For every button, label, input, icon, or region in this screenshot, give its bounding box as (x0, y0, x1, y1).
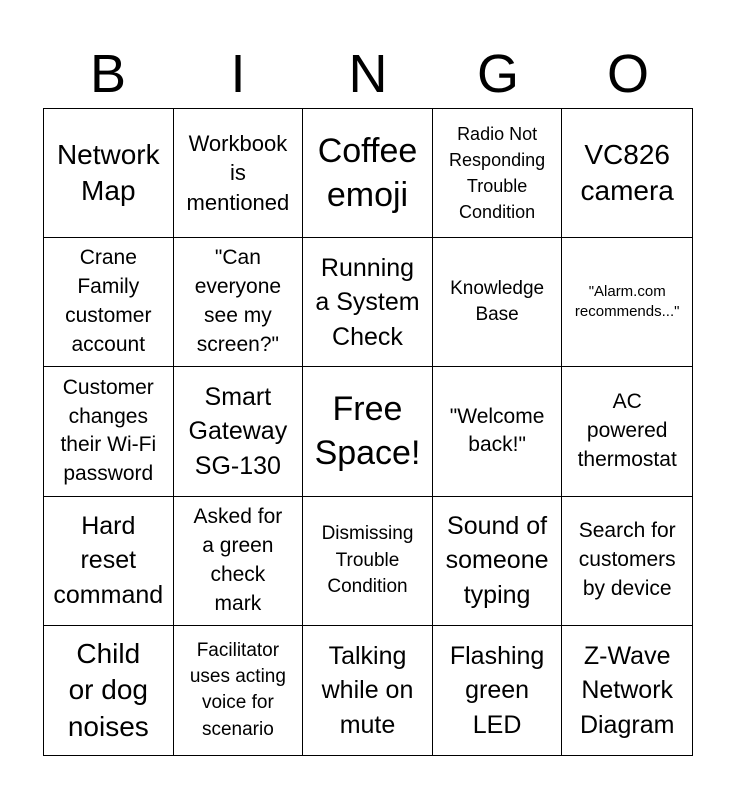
bingo-cell[interactable] (44, 109, 174, 238)
cell-text: Network Map (56, 138, 160, 207)
cell-text: Radio Not Responding Trouble Condition (449, 123, 546, 223)
cell-text: Search for customers by device (578, 519, 676, 601)
cell-text: Workbook is mentioned (186, 131, 290, 215)
bingo-cell[interactable] (562, 497, 692, 626)
cell-text: AC powered thermostat (577, 390, 677, 471)
cell-text: Free Space! (314, 390, 421, 473)
header-letter-i: I (230, 44, 246, 104)
cell-text: "Can everyone see my screen?" (194, 246, 282, 357)
header-letter-b: B (89, 44, 127, 104)
bingo-board (43, 108, 693, 756)
cell-text: Knowledge Base (450, 278, 545, 326)
bingo-cell[interactable] (44, 497, 174, 626)
bingo-cell[interactable] (174, 109, 304, 238)
cell-text: VC826 camera (580, 138, 674, 207)
header-letter-o: O (606, 44, 649, 104)
cell-text: "Welcome back!" (449, 404, 545, 457)
cell-text: Crane Family customer account (65, 246, 152, 357)
cell-text: Hard reset command (53, 511, 164, 609)
cell-text: Asked for a green check mark (193, 504, 283, 615)
cell-text: Flashing green LED (449, 641, 545, 739)
bingo-cell[interactable] (174, 626, 304, 755)
cell-text: Z-Wave Network Diagram (579, 641, 675, 739)
cell-text: Smart Gateway SG-130 (188, 382, 288, 480)
bingo-cell[interactable] (433, 626, 563, 755)
free-space-cell[interactable] (303, 367, 433, 496)
bingo-cell[interactable] (562, 109, 692, 238)
bingo-cell[interactable] (44, 367, 174, 496)
cell-text: Child or dog noises (67, 637, 149, 742)
cell-text: Running a System Check (315, 253, 420, 351)
bingo-cell[interactable] (303, 497, 433, 626)
cell-text: Customer changes their Wi-Fi password (60, 375, 157, 486)
cell-text: Facilitator uses acting voice for scenario (189, 639, 286, 740)
bingo-cell[interactable] (174, 238, 304, 367)
bingo-cell[interactable] (44, 238, 174, 367)
cell-text: "Alarm.com recommends..." (574, 283, 680, 321)
cell-text: Coffee emoji (317, 131, 418, 215)
bingo-cell[interactable] (303, 238, 433, 367)
header-letter-g: G (476, 44, 519, 104)
bingo-cell[interactable] (174, 367, 304, 496)
bingo-cell[interactable] (433, 109, 563, 238)
cell-text: Sound of someone typing (445, 511, 549, 609)
header-letter-n: N (348, 44, 388, 104)
bingo-header (43, 40, 693, 108)
bingo-cell[interactable] (174, 497, 304, 626)
bingo-cell[interactable] (433, 238, 563, 367)
bingo-cell[interactable] (433, 367, 563, 496)
bingo-cell[interactable] (433, 497, 563, 626)
bingo-cell[interactable] (303, 109, 433, 238)
cell-text: Dismissing Trouble Condition (321, 523, 414, 597)
bingo-cell[interactable] (562, 626, 692, 755)
cell-text: Talking while on mute (321, 641, 414, 739)
bingo-cell[interactable] (562, 367, 692, 496)
bingo-cell[interactable] (562, 238, 692, 367)
bingo-cell[interactable] (44, 626, 174, 755)
bingo-cell[interactable] (303, 626, 433, 755)
